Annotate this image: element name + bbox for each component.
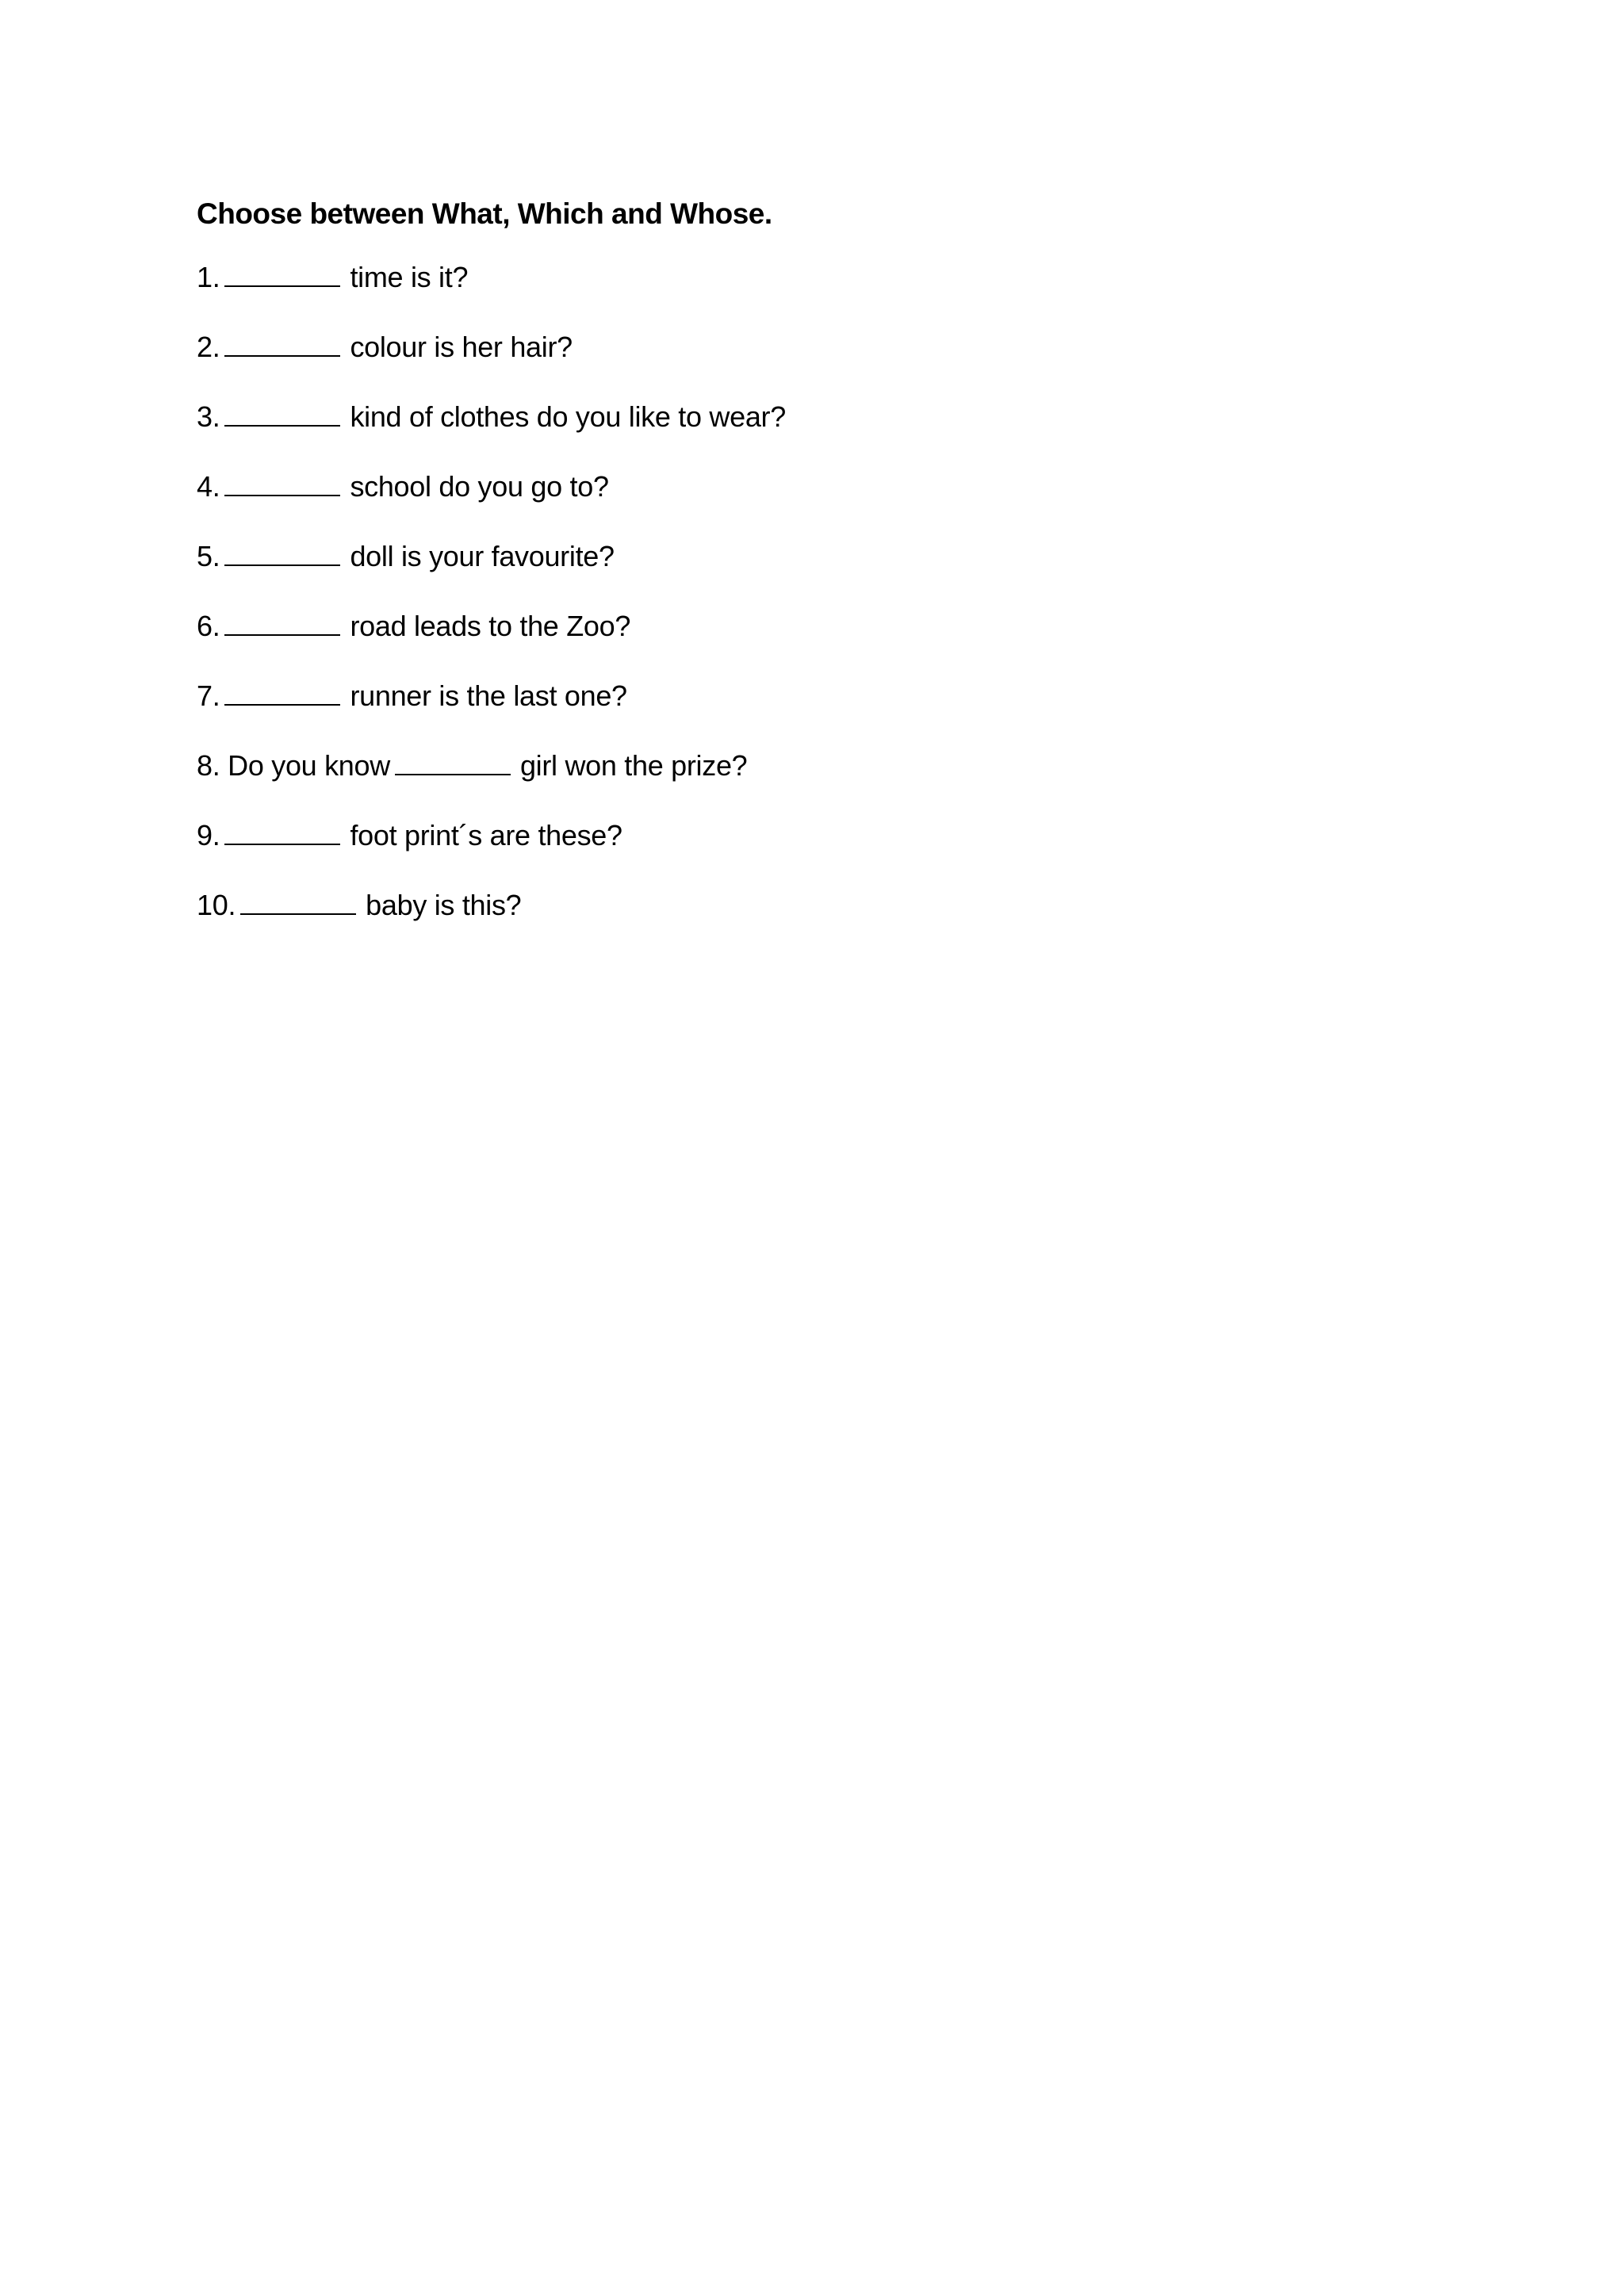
exercise-item-1 <box>197 257 1434 298</box>
answer-blank[interactable] <box>224 327 340 357</box>
exercise-text: kind of clothes do you like to wear? <box>350 400 786 433</box>
exercise-number: 8. <box>197 749 220 782</box>
answer-blank[interactable] <box>224 466 340 496</box>
exercise-text: doll is your favourite? <box>350 540 615 572</box>
exercise-text: time is it? <box>350 261 469 293</box>
exercise-number: 9. <box>197 819 220 851</box>
answer-blank[interactable] <box>224 257 340 287</box>
exercise-number: 6. <box>197 610 220 642</box>
worksheet-content <box>197 187 1434 955</box>
answer-blank[interactable] <box>224 815 340 845</box>
answer-blank[interactable] <box>395 745 511 775</box>
exercise-text: baby is this? <box>366 889 522 921</box>
answer-blank[interactable] <box>224 606 340 636</box>
exercise-item-8 <box>197 745 1434 786</box>
exercise-number: 2. <box>197 331 220 363</box>
exercise-item-2 <box>197 327 1434 368</box>
worksheet-title: Choose between What, Which and Whose. <box>197 197 772 230</box>
exercise-number: 3. <box>197 400 220 433</box>
exercise-item-9 <box>197 815 1434 856</box>
exercise-text: colour is her hair? <box>350 331 573 363</box>
exercise-item-3 <box>197 396 1434 438</box>
answer-blank[interactable] <box>224 396 340 427</box>
exercise-number: 7. <box>197 679 220 712</box>
exercise-text: girl won the prize? <box>519 749 748 782</box>
answer-blank[interactable] <box>240 885 356 915</box>
exercise-item-7 <box>197 675 1434 717</box>
exercise-text: road leads to the Zoo? <box>350 610 631 642</box>
exercise-list <box>197 257 1434 926</box>
exercise-item-10 <box>197 885 1434 926</box>
exercise-number: 4. <box>197 470 220 503</box>
answer-blank[interactable] <box>224 536 340 566</box>
exercise-item-6 <box>197 606 1434 647</box>
exercise-text: runner is the last one? <box>350 679 627 712</box>
exercise-number: 5. <box>197 540 220 572</box>
exercise-item-4 <box>197 466 1434 507</box>
exercise-number: 1. <box>197 261 220 293</box>
exercise-number: 10. <box>197 889 236 921</box>
exercise-item-5 <box>197 536 1434 577</box>
exercise-text: foot print´s are these? <box>350 819 622 851</box>
exercise-text: school do you go to? <box>350 470 609 503</box>
answer-blank[interactable] <box>224 675 340 706</box>
exercise-prefix-text: Do you know <box>228 749 390 782</box>
